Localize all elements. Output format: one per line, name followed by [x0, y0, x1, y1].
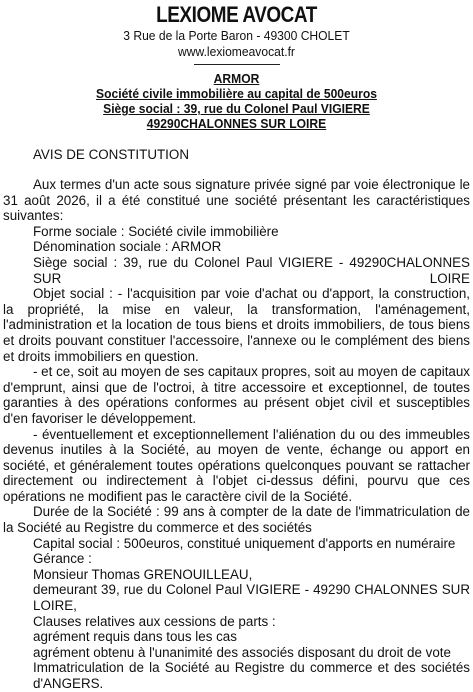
paragraph-capital: Capital social : 500euros, constitué uniquement d'apports en numéraire: [33, 535, 456, 551]
paragraph-registration: Immatriculation de la Société au Registre du commerce et des sociétés d'ANGERS.: [33, 660, 470, 691]
notice-title: AVIS DE CONSTITUTION: [33, 147, 189, 162]
firm-website: www.lexiomeavocat.fr: [178, 44, 295, 59]
notice-body: [3, 177, 470, 692]
paragraph-management: Gérance :: [33, 551, 92, 567]
paragraph-object: Objet social : - l'acquisition par voie d'achat ou d'apport, la construction, la propriété, la mise en valeur, la transformation, l'aménagement, l'administration et la location de tous biens et droits immobiliers, de tous biens et droits pouvant constituer l'accessoire, l'annexe ou le complément des biens et droits immobiliers en question.: [3, 286, 470, 364]
company-seat: Siège social : 39, rue du Colonel Paul VIGIERE: [103, 101, 370, 116]
firm-name: LEXIOME AVOCAT: [156, 2, 317, 27]
paragraph-manager-address: demeurant 39, rue du Colonel Paul VIGIERE - 49290 CHALONNES SUR LOIRE,: [33, 582, 470, 614]
company-type: Société civile immobilière au capital de 500euros: [96, 86, 377, 101]
paragraph-denomination: Dénomination sociale : ARMOR: [33, 239, 222, 255]
paragraph-duration: Durée de la Société : 99 ans à compter de la date de l'immatriculation de la Société au Registre du commerce et des sociétés: [3, 504, 470, 536]
paragraph-transfer-clauses: Clauses relatives aux cessions de parts :: [33, 613, 276, 629]
legal-notice-page: [0, 2, 473, 691]
company-city: 49290CHALONNES SUR LOIRE: [146, 116, 327, 131]
paragraph-approval-unanimous: agrément obtenu à l'unanimité des associés disposant du droit de vote: [33, 644, 451, 660]
paragraph-seat: Siège social : 39, rue du Colonel Paul VIGIERE - 49290CHALONNES SUR LOIRE: [33, 254, 470, 286]
paragraph-manager-name: Monsieur Thomas GRENOUILLEAU,: [33, 566, 253, 582]
separator-rule: [194, 64, 280, 65]
paragraph-approval-required: agrément requis dans tous les cas: [33, 629, 237, 645]
paragraph-object-alienation: - éventuellement et exceptionnellement l'aliénation du ou des immeubles devenus inutiles à la Société, au moyen de vente, échange ou apport en société, et généralement toutes opérations quelconques pouvant se rattacher directement ou indirectement à l'objet ci-dessus défini, pourvu que ces opérations ne modifient pas le caractère civil de la Société.: [3, 426, 470, 504]
company-name: ARMOR: [213, 71, 260, 86]
paragraph-object-capital: - et ce, soit au moyen de ses capitaux propres, soit au moyen de capitaux d'emprunt, ainsi que de l'octroi, à titre accessoire et exceptionnel, de toutes garanties à des opérations conformes au présent objet civil et susceptibles d'en favoriser le développement.: [3, 364, 470, 426]
firm-address: 3 Rue de la Porte Baron - 49300 CHOLET: [123, 28, 350, 43]
paragraph-intro: Aux termes d'un acte sous signature privée signé par voie électronique le 31 août 2026, il a été constitué une société présentant les caractéristiques suivantes:: [3, 177, 470, 224]
paragraph-form: Forme sociale : Société civile immobilière: [33, 223, 279, 239]
